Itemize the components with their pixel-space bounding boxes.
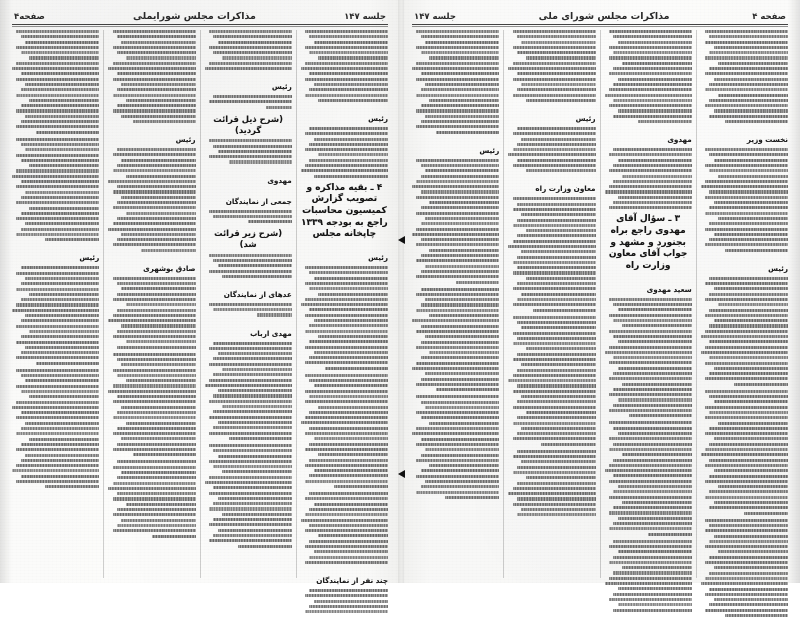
- paragraph: [508, 30, 595, 102]
- speaker-tag-wrap: [108, 127, 195, 146]
- column-left-3: [104, 30, 200, 578]
- paragraph: [205, 139, 292, 163]
- header-rule-right: [412, 24, 788, 25]
- speaker-name: رئیس: [79, 253, 100, 263]
- speaker-tag-wrap: [605, 127, 692, 146]
- paragraph: [205, 303, 292, 317]
- speaker-tag-wrap: [508, 106, 595, 125]
- speaker-tag-wrap: [205, 189, 292, 208]
- speaker-name: رئیس: [575, 113, 596, 123]
- speaker-tag-wrap: [701, 127, 788, 146]
- paragraph: [301, 589, 388, 613]
- paragraph: [508, 316, 595, 446]
- session-label-left: جلسه ۱۴۷: [344, 11, 386, 22]
- speaker-tag-wrap: [508, 176, 595, 195]
- publication-title-right: مذاکرات مجلس شورای ملی: [538, 10, 670, 22]
- paragraph: [205, 210, 292, 224]
- header-rule-thin-left: [12, 26, 388, 27]
- paragraph: [108, 30, 195, 123]
- paragraph: [412, 288, 499, 392]
- speaker-name: رئیس: [175, 135, 196, 145]
- speaker-name: رئیس: [479, 145, 500, 155]
- paragraph: [301, 492, 388, 564]
- paragraph: [412, 395, 499, 499]
- session-label-right: جلسه ۱۴۷: [414, 11, 456, 22]
- speaker-tag-wrap: [205, 321, 292, 340]
- speaker-name: رئیس: [271, 82, 292, 92]
- speaker-name: سعید مهدوی: [646, 284, 692, 294]
- column-left-4: [8, 30, 104, 578]
- paragraph: [205, 342, 292, 440]
- speaker-name: مهدی ارباب: [250, 328, 292, 338]
- paragraph: [412, 30, 499, 134]
- paragraph: [12, 30, 99, 134]
- header-rule-thin-right: [412, 26, 788, 27]
- page-left: [0, 0, 400, 583]
- speaker-tag-wrap: [205, 168, 292, 187]
- speaker-name: صادق بوشهری: [143, 263, 196, 273]
- running-head-left: [8, 7, 392, 22]
- speaker-tag-wrap: [301, 568, 388, 587]
- speaker-name: معاون وزارت راه: [535, 184, 596, 194]
- paragraph: [301, 127, 388, 178]
- paragraph: [205, 95, 292, 109]
- column-left-1: [297, 30, 392, 585]
- speaker-tag-wrap: [412, 138, 499, 157]
- speaker-name: رئیس: [768, 263, 788, 273]
- paragraph: [12, 266, 99, 364]
- paragraph: [412, 159, 499, 284]
- speaker-name: نخست وزیر: [746, 135, 788, 145]
- column-right-3: [504, 30, 600, 578]
- speaker-tag-wrap: [12, 245, 99, 264]
- publication-title-left: مذاکرات مجلس شورایملی: [132, 10, 256, 22]
- speaker-tag-wrap: [108, 256, 195, 275]
- paragraph: [301, 30, 388, 102]
- speaker-name: چند نفر از نمایندگان: [316, 575, 388, 585]
- paragraph: [508, 450, 595, 517]
- speaker-tag-wrap: [205, 282, 292, 301]
- paragraph: [508, 197, 595, 311]
- speaker-name: مهدوی: [267, 175, 292, 185]
- inline-note-left-1: (شرح ذیل قرائت گردید): [213, 113, 283, 135]
- speaker-tag-wrap: [205, 74, 292, 93]
- paragraph: [508, 127, 595, 172]
- paragraph: [605, 421, 692, 535]
- paragraph: [605, 298, 692, 418]
- paragraph: [205, 30, 292, 70]
- paragraph: [701, 390, 788, 515]
- paragraph: [108, 353, 195, 457]
- paragraph: [605, 148, 692, 209]
- paragraph: [301, 374, 388, 488]
- speaker-tag-wrap: [605, 277, 692, 296]
- speaker-name: عدهای از نمایندگان: [223, 289, 292, 299]
- column-right-1: [697, 30, 792, 578]
- speaker-tag-wrap: [701, 256, 788, 275]
- speaker-tag-wrap: [301, 106, 388, 125]
- speaker-name: جمعی از نمایندگان: [225, 196, 292, 206]
- running-head-right: [408, 7, 792, 22]
- paragraph: [605, 30, 692, 123]
- column-group-right: [408, 30, 792, 578]
- speaker-name: مهدوی: [667, 135, 692, 145]
- column-group-left: [8, 30, 392, 585]
- column-left-2: [201, 30, 297, 578]
- paragraph: [701, 30, 788, 123]
- paragraph: [108, 277, 195, 349]
- inline-note-left-2: (شرح زیر قرائت شد): [214, 228, 283, 249]
- paragraph: [605, 540, 692, 612]
- header-rule-left: [12, 24, 388, 25]
- page-number-left: صفحه۴: [14, 11, 45, 22]
- speaker-name: رئیس: [368, 253, 388, 263]
- paragraph: [108, 148, 195, 252]
- paragraph: [701, 277, 788, 386]
- speaker-name: رئیس: [368, 113, 388, 123]
- column-right-2: [601, 30, 697, 578]
- paragraph: [12, 369, 99, 489]
- column-right-4: [408, 30, 504, 578]
- page-right: [400, 0, 800, 583]
- section-heading-left-1: ۴ ـ بقیه مذاکره و تصویب گزارش کمیسیون محاسبات راجع به بودجه ۱۳۳۹ چاپخانه مجلس: [301, 182, 388, 240]
- paragraph: [108, 460, 195, 537]
- speaker-tag-wrap: [301, 245, 388, 264]
- section-heading-right-1: ۳ ـ سؤال آقای مهدوی راجع براه بجنورد و مشهد و جواب آقای معاون وزارت راه: [608, 214, 688, 272]
- paragraph: [205, 254, 292, 278]
- paragraph: [701, 519, 788, 617]
- paragraph: [12, 138, 99, 242]
- paragraph: [701, 148, 788, 252]
- page-number-right: صفحه ۴: [752, 11, 786, 22]
- paragraph: [205, 444, 292, 548]
- paragraph: [301, 266, 388, 370]
